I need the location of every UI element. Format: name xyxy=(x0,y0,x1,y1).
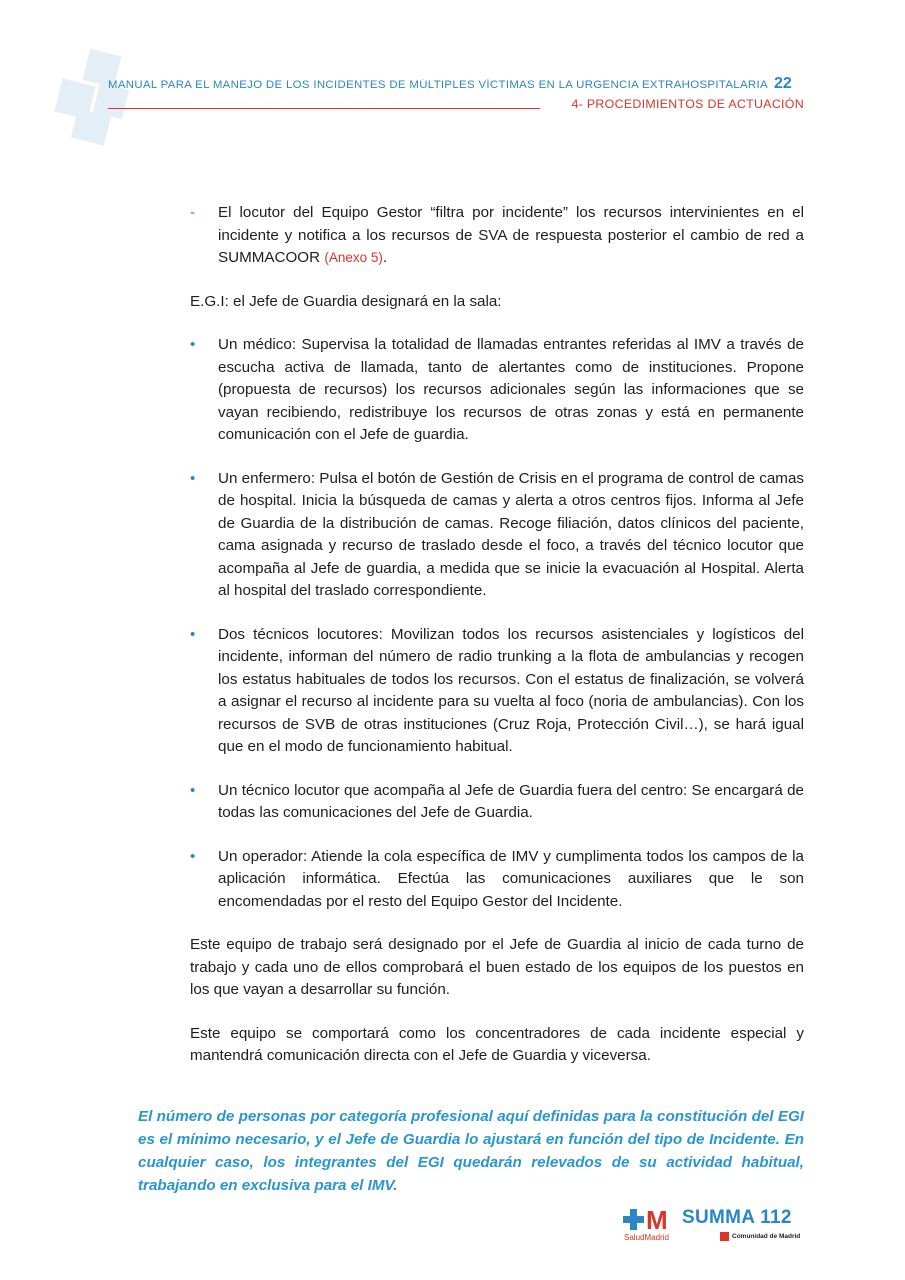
list-item xyxy=(190,202,804,270)
intro-item-end: . xyxy=(382,249,388,266)
role-tecnico-acompanante: Un técnico locutor que acompaña al Jefe de Guardia fuera del centro: Se encargará de todas las comunicaciones del Jefe de Guardia. xyxy=(218,781,804,821)
list-item xyxy=(190,334,804,447)
comunidad-madrid-label: Comunidad de Madrid xyxy=(732,1232,801,1240)
role-tecnicos-locutores: Dos técnicos locutores: Movilizan todos los recursos asistenciales y logísticos del incidente, informan del número de radio trunking a la flota de ambulancias y recogen los estatus habituales de todos los recursos. Con el estatus de finalización, se volverá a asignar el recurso al incidente para su vuelta al foco (noria de ambulancias). Con los recursos de SVB de otras instituciones (Cruz Roja, Protección Civil…), se hará igual que en el modo de funcionamiento habitual. xyxy=(218,625,804,755)
role-medico: Un médico: Supervisa la totalidad de llamadas entrantes referidas al IMV a través de escucha activa de llamada, tanto de alertantes como de instituciones. Propone (propuesta de recursos) los recursos adicionales según las informaciones que se vayan recibiendo, redistribuye los recursos de otras zonas y está en permanente comunicación con el Jefe de guardia. xyxy=(218,336,804,443)
paragraph-team-behaviour: Este equipo se comportará como los concentradores de cada incidente especial y mantendrá comunicación directa con el Jefe de Guardia y viceversa. xyxy=(190,1024,804,1064)
summa-112-brand: SUMMA 112 xyxy=(682,1207,792,1228)
section-title: 4- PROCEDIMIENTOS DE ACTUACIÓN xyxy=(571,97,804,111)
document-title: MANUAL PARA EL MANEJO DE LOS INCIDENTES DE MÚLTIPLES VÍCTIMAS EN LA URGENCIA EXTRAHOSPITALARIA xyxy=(108,79,768,91)
list-item xyxy=(190,468,804,603)
annex-reference-link[interactable]: (Anexo 5) xyxy=(324,250,383,265)
egi-intro: E.G.I: el Jefe de Guardia designará en la sala: xyxy=(190,292,502,310)
logo-mark-letter: M xyxy=(646,1207,668,1235)
page-number: 22 xyxy=(774,75,792,92)
dash-bullet: - xyxy=(190,204,195,221)
bullet-icon: • xyxy=(190,847,196,865)
paragraph-team-designation: Este equipo de trabajo será designado por el Jefe de Guardia al inicio de cada turno de trabajo y cada uno de ellos comprobará el buen estado de los equipos de los puestos en los que vayan a desarrollar su función. xyxy=(190,936,804,998)
list-item xyxy=(190,624,804,759)
header-divider xyxy=(108,108,540,109)
madrid-flag-icon xyxy=(720,1232,729,1241)
bullet-icon: • xyxy=(190,781,196,799)
role-operador: Un operador: Atiende la cola específica de IMV y cumplimenta todos los campos de la aplicación informática. Efectúa las comunicaciones auxiliares que le son encomendadas por el resto del Equipo Gestor del Incidente. xyxy=(218,847,804,910)
list-item xyxy=(190,780,804,825)
header-decoration-icon xyxy=(52,48,162,148)
bullet-icon: • xyxy=(190,625,196,643)
main-content xyxy=(190,202,804,1089)
comunidad-madrid-logo xyxy=(720,1231,800,1241)
role-enfermero: Un enfermero: Pulsa el botón de Gestión de Crisis en el programa de control de camas de hospital. Inicia la búsqueda de camas y alerta a otros centros fijos. Informa al Jefe de Guardia de la distribución de camas. Recoge filiación, datos clínicos del paciente, cama asignada y recurso de traslado desde el foco, a través del técnico locutor que acompaña al Jefe de guardia, a medida que se inicie la evacuación al Hospital. Alerta al hospital del traslado correspondiente. xyxy=(218,469,804,599)
salud-madrid-label: SaludMadrid xyxy=(624,1233,669,1242)
intro-item-text: El locutor del Equipo Gestor “filtra por incidente” los recursos intervinientes en el incidente y notifica a los recursos de SVA de respuesta posterior el cambio de red a SUMMACOOR xyxy=(218,204,804,266)
list-item xyxy=(190,846,804,914)
highlight-note: El número de personas por categoría profesional aquí definidas para la constitución del EGI es el mínimo necesario, y el Jefe de Guardia lo ajustará en función del tipo de Incidente. En cualquier caso, los integrantes del EGI quedarán relevados de su actividad habitual, trabajando en exclusiva para el IMV. xyxy=(138,1108,804,1194)
bullet-icon: • xyxy=(190,469,196,487)
salud-madrid-logo-icon xyxy=(622,1207,678,1235)
bullet-icon: • xyxy=(190,336,196,353)
